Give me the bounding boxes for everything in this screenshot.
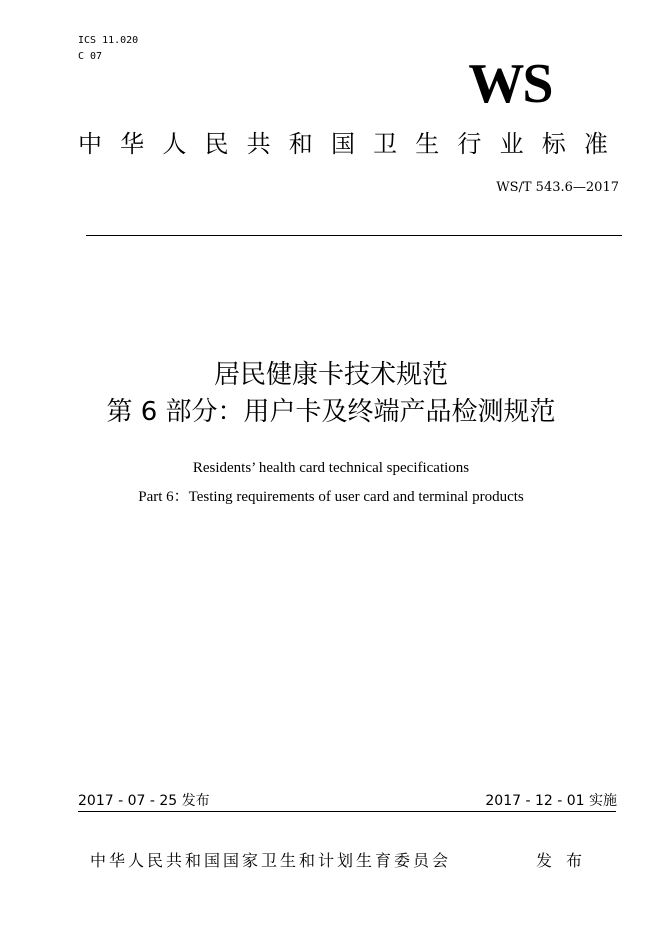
category-char: 卫 bbox=[373, 130, 398, 158]
standard-number: WS/T 543.6—2017 bbox=[496, 180, 619, 195]
ics-code: ICS 11.020 bbox=[78, 35, 139, 46]
issue-date: 2017 - 07 - 25 发布 bbox=[78, 793, 210, 809]
chinese-title-main: 居民健康卡技术规范 bbox=[213, 360, 448, 390]
implementation-date: 2017 - 12 - 01 实施 bbox=[485, 793, 617, 809]
publish-action: 发布 bbox=[536, 851, 597, 870]
category-char: 民 bbox=[204, 130, 229, 158]
category-char: 华 bbox=[120, 130, 145, 158]
category-char: 行 bbox=[457, 130, 482, 158]
ws-logo-text: WS bbox=[468, 53, 552, 112]
english-title-part: Part 6：Testing requirements of user card and terminal products bbox=[138, 489, 524, 505]
category-char: 共 bbox=[246, 130, 271, 158]
publisher-name: 中华人民共和国国家卫生和计划生育委员会 bbox=[90, 851, 452, 870]
standard-category-title bbox=[78, 128, 608, 160]
category-char: 和 bbox=[288, 130, 313, 158]
bottom-divider bbox=[78, 811, 616, 812]
category-char: 人 bbox=[162, 130, 187, 158]
category-char: 生 bbox=[415, 130, 440, 158]
top-divider bbox=[86, 235, 622, 236]
ccs-code: C 07 bbox=[78, 51, 103, 62]
category-char: 准 bbox=[583, 130, 608, 158]
chinese-title-part: 第 6 部分：用户卡及终端产品检测规范 bbox=[106, 397, 556, 427]
category-char: 国 bbox=[330, 130, 355, 158]
category-char: 业 bbox=[499, 130, 524, 158]
category-char: 中 bbox=[78, 130, 102, 158]
ws-logo bbox=[440, 52, 580, 112]
english-title-main: Residents’ health card technical specifications bbox=[192, 460, 470, 476]
category-char: 标 bbox=[541, 130, 566, 158]
